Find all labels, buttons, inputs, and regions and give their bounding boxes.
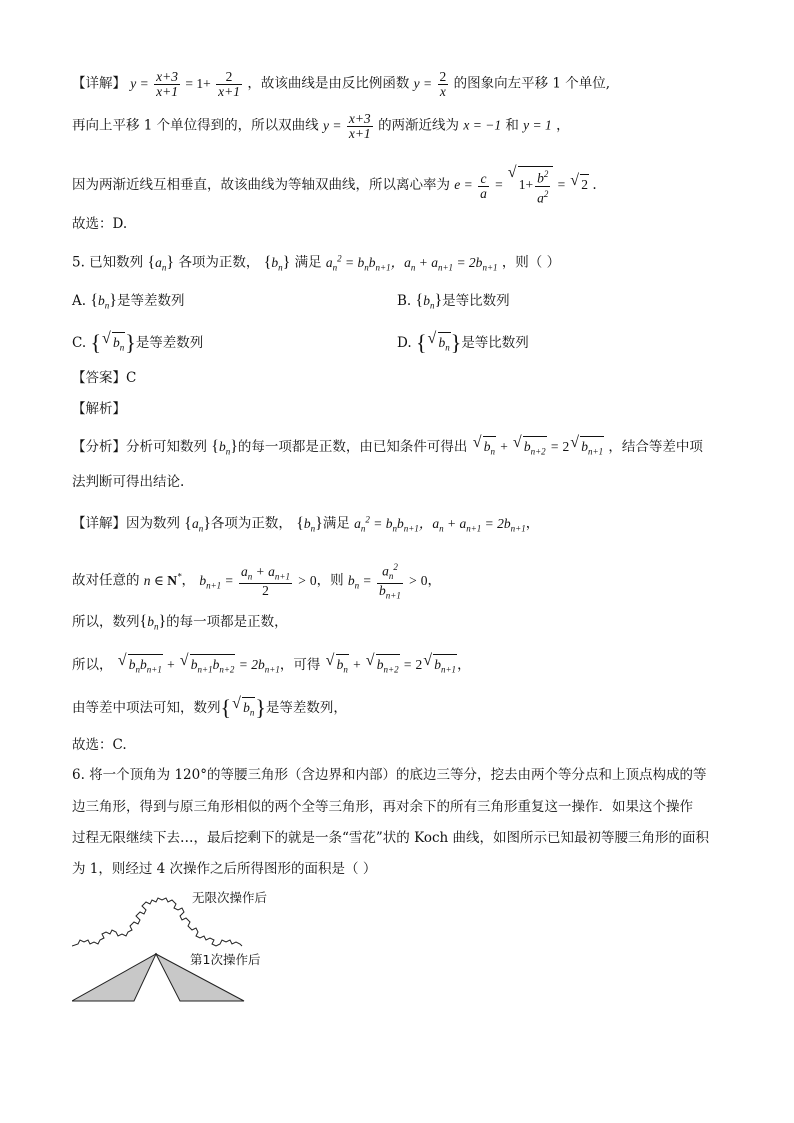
q5-stem-c: 满足 xyxy=(294,254,322,271)
q5-detail-d: ， xyxy=(525,515,540,532)
detail-line-1 xyxy=(72,70,738,99)
q5-detail-pos xyxy=(72,612,738,637)
seq-a: $\{a_n\}$ xyxy=(147,253,175,273)
option-b-key: B. xyxy=(397,293,412,309)
pos-seq-b: $\{b_n\}$ xyxy=(139,613,167,632)
q5-answer xyxy=(72,368,738,388)
q5-stem-b: 各项为正数， xyxy=(178,254,260,271)
q5-detail-any: 故对任意的 n ∈ N*， $b_{n+1}$ = $\frac{a_n + a_{n+1}}{2}$ > 0，则 $b_n$ = $\frac{a_n^2}{b_{n+1}}$ > 0， xyxy=(72,562,441,601)
q5-detail-1 xyxy=(72,509,738,538)
q5-condition: $a_n^2 = b_nb_{n+1}$，$a_n + a_{n+1} = 2b_{n+1}$ xyxy=(325,253,498,273)
pos-b: 的每一项都是正数， xyxy=(166,614,288,630)
line3-end: . xyxy=(592,177,597,194)
detail-label: 【详解】 xyxy=(72,75,126,92)
option-a[interactable] xyxy=(72,291,184,316)
so-a: 所以， xyxy=(72,657,113,673)
figure-label-bottom: 第1次操作后 xyxy=(190,952,261,967)
q6-line-2: 边三角形，得到与原三角形相似的两个全等三角形，再对余下的所有三角形重复这一操作．如果这个操作 xyxy=(72,799,693,815)
line2-end: ， xyxy=(556,117,570,134)
line2-text-b: 的两渐近线为 xyxy=(378,117,460,134)
q5-detail-so xyxy=(72,654,738,680)
formula-hyperbola: y = $\frac{x+3}{x+1}$ xyxy=(322,111,371,141)
detail-text-a: ，故该曲线是由反比例函数 xyxy=(247,75,410,92)
q5-detail-c: 满足 xyxy=(322,515,350,532)
eq-seq: {√ $b_n$} xyxy=(221,700,266,715)
q5-detail-seq-b: $\{b_n\}$ xyxy=(296,514,323,534)
b-n-formula: $b_n$ = $\frac{a_n^2}{b_{n+1}}$ > 0 xyxy=(347,562,428,601)
option-c[interactable] xyxy=(72,332,203,358)
option-b-text: 是等比数列 xyxy=(442,293,510,309)
formula-y-equals: y = $\frac{x+3}{x+1}$ = 1+ $\frac{2}{x+1}$ xyxy=(130,69,240,99)
q5-detail-seq-a: $\{a_n\}$ xyxy=(184,514,211,534)
option-b[interactable] xyxy=(397,291,510,316)
q5-detail-eq xyxy=(72,697,738,723)
q5-detail-a: 因为数列 xyxy=(126,515,180,532)
eq-a: 由等差中项法可知，数列 xyxy=(72,700,221,716)
q5-stem-d: ，则（ ） xyxy=(501,254,561,271)
fenxi-b: 的每一项都是正数，由已知条件可得出 xyxy=(237,439,468,455)
answer-label: 【答案】 xyxy=(72,370,126,386)
fenxi-label: 【分析】 xyxy=(72,439,126,455)
option-c-seq: {√ $b_n$} xyxy=(90,335,135,350)
eq-b: 是等差数列， xyxy=(265,700,347,716)
option-d-text: 是等比数列 xyxy=(461,335,529,351)
q6-line-1: 6. 将一个顶角为 120°的等腰三角形（含边界和内部）的底边三等分，挖去由两个等分点和上顶点构成的等 xyxy=(72,767,707,783)
so-c: ， xyxy=(457,657,471,673)
line2-and: 和 xyxy=(505,117,519,134)
option-c-text: 是等差数列 xyxy=(135,335,204,351)
detail-text-b: 的图象向左平移 1 个单位, xyxy=(453,75,611,92)
option-a-seq: $\{b_n\}$ xyxy=(90,292,117,311)
q5-fenxi-1 xyxy=(72,436,738,462)
fenxi-formula: √ $b_n$ + √ $b_{n+2} = 2√$ $b_{n+1}$ xyxy=(472,439,604,454)
asymptote-x: x = −1 xyxy=(463,117,502,133)
so-formula-2: √ $b_n$ + √ $b_{n+2} = 2√$ $b_{n+1}$ xyxy=(325,657,457,672)
q5-detail-label: 【详解】 xyxy=(72,515,126,532)
option-c-key: C. xyxy=(72,335,87,351)
figure-label-top: 无限次操作后 xyxy=(192,890,268,905)
any-c: ， xyxy=(427,572,441,589)
fenxi-c: ，结合等差中项 xyxy=(608,439,703,455)
any-a: 故对任意的 xyxy=(72,572,140,589)
q5-stem-a: 5. 已知数列 xyxy=(72,254,144,271)
q5-stem xyxy=(72,248,738,277)
koch-figure-svg xyxy=(72,886,302,1006)
q5-analysis-label: 【解析】 xyxy=(72,401,126,417)
so-formula-1: √ $b_nb_{n+1}$ + √ $b_{n+1}b_{n+2} = 2b_{n+1}$ xyxy=(117,657,280,672)
any-b: ，则 xyxy=(316,572,344,589)
formula-reciprocal: y = $\frac{2}{x}$ xyxy=(413,69,447,99)
q5-final: 故选：C. xyxy=(72,737,127,753)
answer-q4: 故选：D. xyxy=(72,216,128,232)
fenxi-seq-b: $\{b_n\}$ xyxy=(211,438,238,457)
line2-text-a: 再向上平移 1 个单位得到的，所以双曲线 xyxy=(72,117,319,134)
koch-figure xyxy=(72,886,302,1006)
q6-line-3: 过程无限继续下去…，最后挖剩下的就是一条“雪花”状的 Koch 曲线，如图所示已知最初等腰三角形的面积 xyxy=(72,830,709,846)
seq-b: $\{b_n\}$ xyxy=(263,253,291,273)
q5-detail-condition: $a_n^2 = b_nb_{n+1}$，$a_n + a_{n+1} = 2b_{n+1}$ xyxy=(354,514,526,534)
q5-fenxi-2: 法判断可得出结论. xyxy=(72,474,185,490)
q6-line-4: 为 1，则经过 4 次操作之后所得图形的面积是（ ） xyxy=(72,861,377,877)
option-d-key: D. xyxy=(397,335,412,351)
b-n1-formula: $b_{n+1}$ = $\frac{a_n + a_{n+1}}{2}$ > 0 xyxy=(199,563,317,599)
line3-text: 因为两渐近线互相垂直，故该曲线为等轴双曲线，所以离心率为 xyxy=(72,177,450,194)
asymptote-y: y = 1 xyxy=(523,117,552,133)
left-triangle xyxy=(72,954,156,1001)
detail-line-3 xyxy=(72,166,738,205)
answer-value: C xyxy=(126,370,137,386)
so-b: ，可得 xyxy=(279,657,321,673)
detail-line-2 xyxy=(72,112,738,141)
fenxi-a: 分析可知数列 xyxy=(126,439,207,455)
option-a-key: A. xyxy=(72,293,87,309)
option-b-seq: $\{b_n\}$ xyxy=(415,292,443,311)
formula-eccentricity: e = $\frac{c}{a}$ = √ 1+ $\frac{b^2}{a^2}$ = √ 2 xyxy=(454,177,592,192)
pos-a: 所以，数列 xyxy=(72,614,140,630)
option-d[interactable] xyxy=(397,332,529,358)
option-a-text: 是等差数列 xyxy=(116,293,185,309)
q5-detail-b: 各项为正数， xyxy=(210,515,292,532)
n-in-N: n ∈ N* xyxy=(143,571,182,588)
option-d-seq: {√ $b_n$} xyxy=(416,335,461,350)
